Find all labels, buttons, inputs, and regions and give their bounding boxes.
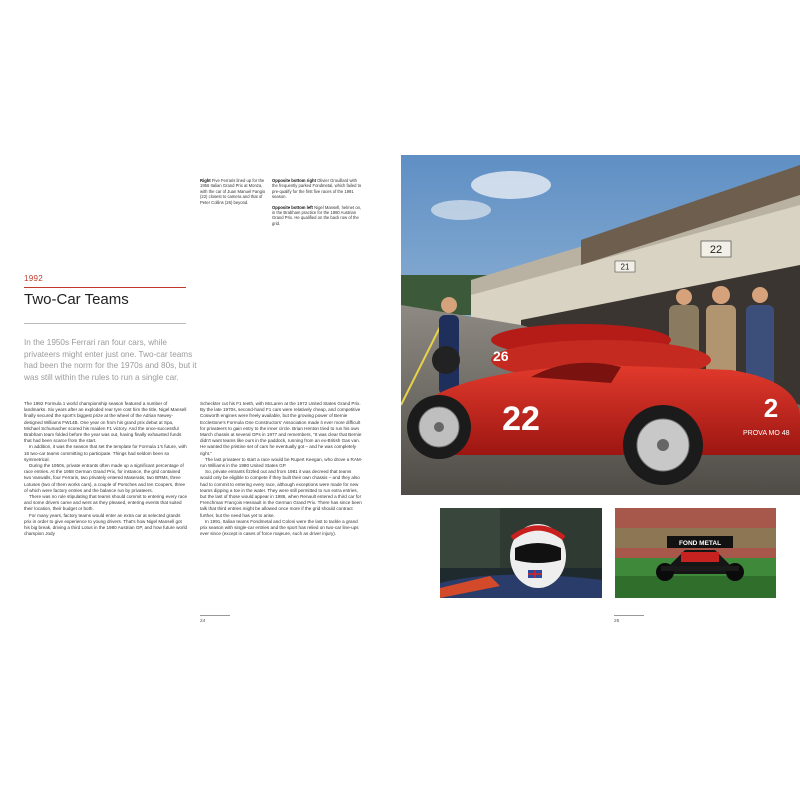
photo-mansell-helmet [440,508,602,598]
folio-rule-right [614,615,644,616]
caption-right [200,178,268,205]
body-paragraph: Scheckter cut his F1 teeth, with McLaren at the 1972 United States Grand Prix. By the late 1970s, second-hand F1 cars were relatively cheap, and competitive Cosworth engines were freely available, but the growing power of Bernie Ecclestone's Formula One Constructors' Association made it ever more difficult for privateers to gain entry to the inner circle. Brian Henton tried to run his own March chassis at several GPs in 1977 and remembers, "It was clear that Bernie didn't want teams like ours in the paddock, running from an ex-British Gas van. He wanted the pristine set of cars he eventually got – and he was completely right." [200,401,362,456]
svg-text:2: 2 [763,393,779,423]
caption-block-left [200,178,268,210]
caption-text: Olivier Grouillard with the frequently parked Fondmetal, which failed to pre-qualify for the first five races of the 1991 season. [272,178,362,200]
prova-plate: PROVA MO 48 [743,430,790,437]
page-number-right: 25 [614,619,620,624]
pit-sign-21: 21 [620,262,630,272]
pit-sign-22: 22 [709,244,723,256]
body-paragraph: So, private entrants fizzled out and from 1981 it was decreed that teams would only be eligible to compete if they built their own chassis – and they also had to commit to entering every race, although exceptions were made for new teams dipping a toe in the water. They were still permitted to run extra entries, but the last of those would appear in 1986, when Renault entered a third car for Frenchman François Hesnault in the German Grand Prix. There has since been talk that third entries might be allowed once more if the grid should contract further, but the need has yet to arise. [200,469,362,518]
body-paragraph: The last privateer to start a race would be Rupert Keegan, who drove a RAM-run Williams in the 1980 United States GP. [200,456,363,469]
chapter-year: 1992 [24,274,43,283]
body-paragraph: There was no rule stipulating that teams should commit to entering every race and some drivers came and went as they pleased, entering events that suited their location, their budget or both. [24,494,188,512]
car-number-26: 26 [493,348,509,364]
caption-label: Right [200,178,211,183]
page-number-left: 24 [200,619,206,624]
body-column-1 [24,401,188,537]
body-column-2 [200,401,364,537]
title-rule [24,287,186,288]
fondmetal-sponsor-text: FOND METAL [678,540,722,547]
lead-rule [24,323,186,324]
caption-opposite-bottom-right [272,178,362,200]
caption-label: Opposite bottom right [272,178,316,183]
chapter-title: Two-Car Teams [24,291,129,308]
photo-ferraris-monza [401,155,800,495]
photo-fondmetal-car [615,508,776,598]
car-number-22: 22 [502,400,540,438]
caption-text: Nigel Mansell, helmet on, in the Brabham practice for the 1980 Austrian Grand Prix. He qualified on the back row of the grid. [272,204,362,226]
body-paragraph: For many years, factory teams would enter an extra car at selected grands prix in order to give experience to young drivers. That's how Nigel Mansell got his big break, driving a third Lotus in the 1980 Austrian GP, and how future world champion Jody [24,512,188,537]
lead-paragraph: In the 1950s Ferrari ran four cars, while privateers might enter just one. Two-car teams had been the norm for the 1970s and 80s, but it was still within the rules to run a single car. [24,338,197,382]
body-paragraph: In 1991, Italian teams Fondmetal and Coloni were the last to tackle a grand prix season with single-car entries and the sport has relied on two-car line-ups ever since (except in cases of force majeure, such as driver injury). [200,518,359,537]
body-paragraph: In addition, it was the season that set the template for Formula 1's future, with 16 two-car teams committing to participate. Things had seldom been so symmetrical. [24,444,187,462]
folio-rule-left [200,615,230,616]
caption-block-right [272,178,362,231]
body-paragraph: During the 1950s, private entrants often made up a significant percentage of race entries. At the 1958 German Grand Prix, for instance, the grid contained two Vanwalls, four Ferraris, two privately entered Maseratis, two BRMs, three Lotuses (two of them works cars), a couple of Porsches and ten Coopers, three of which were factory entries and the balance run by privateers. [24,463,186,493]
caption-label: Opposite bottom left [272,204,313,210]
caption-opposite-bottom-left [272,205,362,227]
caption-text: Five Ferraris lined up for the 1956 Italian Grand Prix at Monza, with the car of Juan Manuel Fangio (22) closest to camera and that of Peter Collins (26) beyond. [200,178,266,205]
body-paragraph: The 1992 Formula 1 world championship season featured a number of landmarks. Six years after an exploded rear tyre cost him the title, Nigel Mansell finally secured the sport's biggest prize at the wheel of the Adrian Newey-designed Williams FW14B. One year on from his grand prix debut at Spa, Michael Schumacher scored his maiden F1 victory. And the once-successful Brabham team folded before the year was out, having finally exhausted funds that had been scarce from the start. [24,401,187,444]
